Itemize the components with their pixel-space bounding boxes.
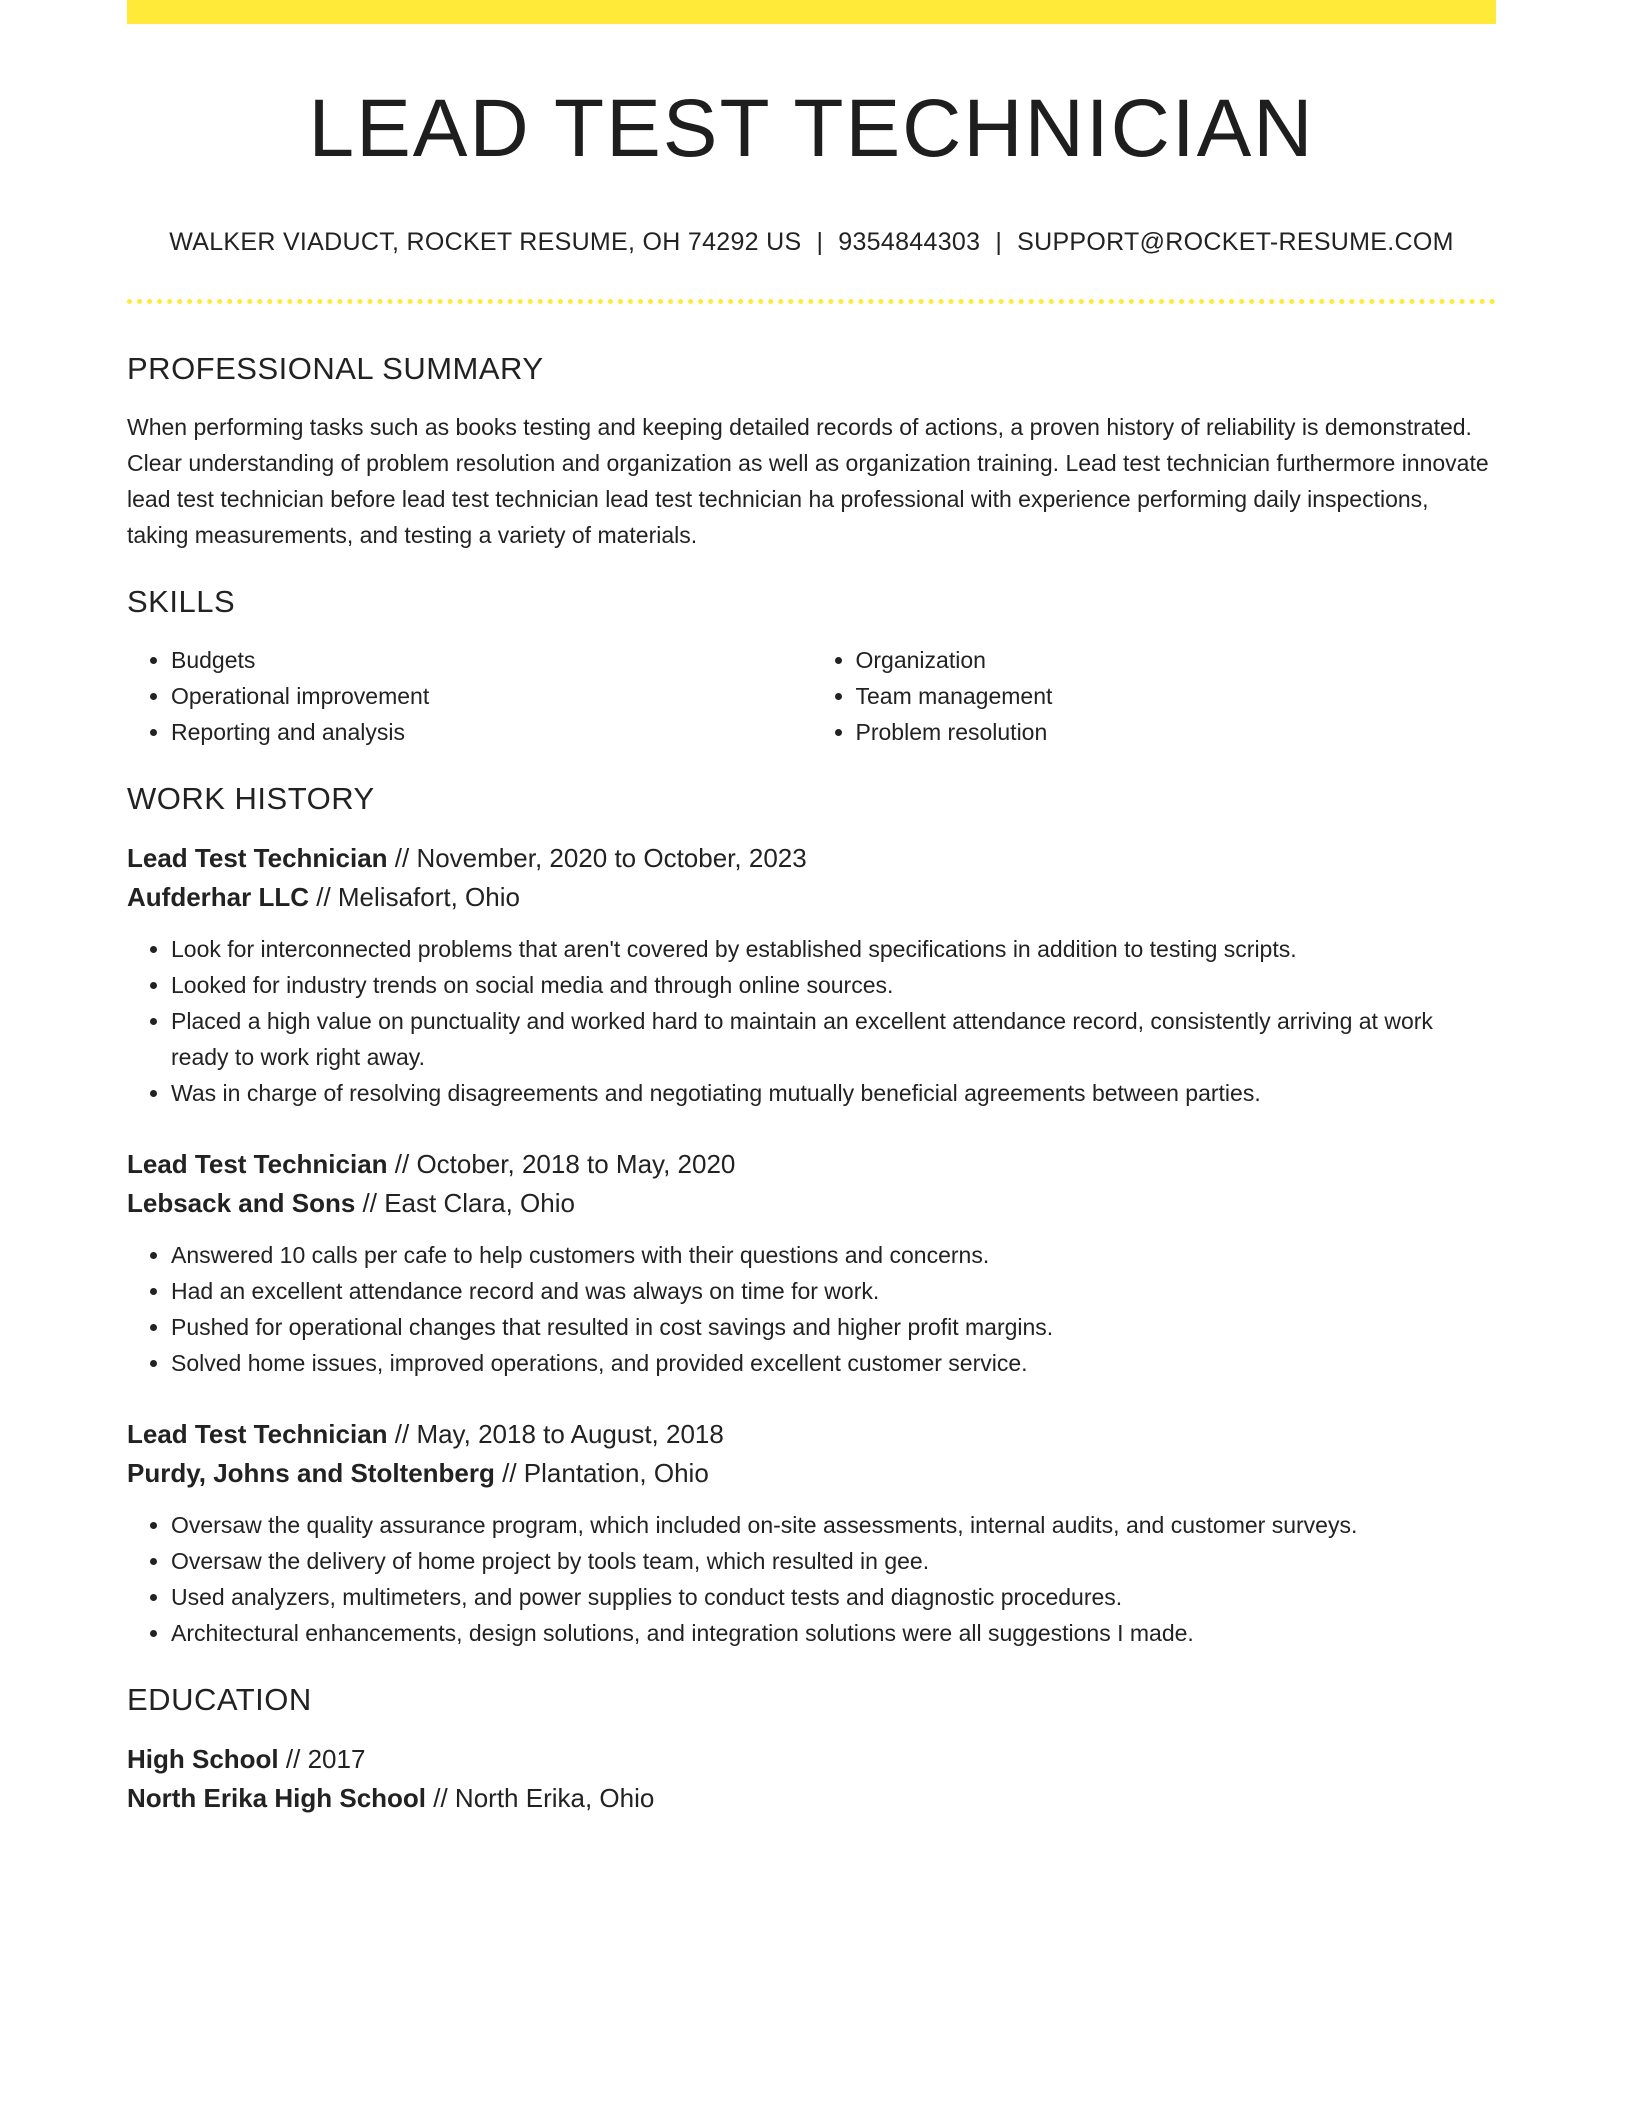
job-bullet: • Oversaw the delivery of home project by tools team, which resulted in gee. [171,1543,1496,1579]
skill-item: • Budgets [171,642,812,678]
job-bullet: • Used analyzers, multimeters, and power supplies to conduct tests and diagnostic procedures. [171,1579,1496,1615]
skill-item: • Problem resolution [856,714,1497,750]
summary-text: When performing tasks such as books testing and keeping detailed records of actions, a proven history of reliability is demonstrated. Clear understanding of problem resolution and organization as well as organization training. Lead test technician furthermore innovate lead test technician before lead test technician lead test technician ha professional with experience performing daily inspections, taking measurements, and testing a variety of materials. [127,413,1489,548]
top-accent-bar [127,0,1496,24]
work-history-heading: WORK HISTORY [127,781,375,817]
job-location: // Plantation, Ohio [494,1458,709,1489]
job-title: Lead Test Technician [127,843,388,874]
job-bullet: • Had an excellent attendance record and was always on time for work. [171,1273,1496,1309]
skill-item: • Organization [856,642,1497,678]
resume-name: LEAD TEST TECHNICIAN [308,83,1315,174]
job-dates: // May, 2018 to August, 2018 [387,1419,724,1450]
job-title-line [127,1415,1496,1454]
skill-item: • Team management [856,678,1497,714]
work-history-section [127,780,1496,1651]
education-heading: EDUCATION [127,1682,312,1718]
job-bullet: • Solved home issues, improved operations, and provided excellent customer service. [171,1345,1496,1381]
job-bullet: • Architectural enhancements, design solutions, and integration solutions were all suggestions I made. [171,1615,1496,1651]
job-company-line [127,878,1496,917]
education-school-line [127,1779,1496,1818]
education-entry [127,1740,1496,1818]
resume-page [127,0,1496,1818]
job-bullet: • Look for interconnected problems that aren't covered by established specifications in addition to testing scripts. [171,931,1496,967]
job-bullet: • Answered 10 calls per cafe to help customers with their questions and concerns. [171,1237,1496,1273]
job-company: Lebsack and Sons [127,1188,356,1219]
contact-address: WALKER VIADUCT, ROCKET RESUME, OH 74292 US [169,228,802,257]
job-title-line [127,839,1496,878]
skill-item: • Operational improvement [171,678,812,714]
contact-separator: | [816,228,824,257]
education-year: // 2017 [278,1744,366,1775]
header-divider [127,299,1496,304]
job-location: // East Clara, Ohio [355,1188,575,1219]
contact-phone: 9354844303 [838,228,981,257]
summary-heading: PROFESSIONAL SUMMARY [127,350,544,386]
job-title: Lead Test Technician [127,1419,388,1450]
job-bullet: • Was in charge of resolving disagreements and negotiating mutually beneficial agreements between parties. [171,1075,1496,1111]
job-bullet: • Pushed for operational changes that resulted in cost savings and higher profit margins. [171,1309,1496,1345]
job-bullet: • Oversaw the quality assurance program, which included on-site assessments, internal audits, and customer surveys. [171,1507,1496,1543]
education-section [127,1681,1496,1818]
job-dates: // November, 2020 to October, 2023 [387,843,807,874]
job-company: Purdy, Johns and Stoltenberg [127,1458,495,1489]
skill-item: • Reporting and analysis [171,714,812,750]
skills-section [127,583,1496,750]
contact-separator: | [995,228,1003,257]
contact-line [127,226,1496,259]
education-degree-line [127,1740,1496,1779]
job-title-line [127,1145,1496,1184]
job-bullets [127,931,1496,1111]
education-location: // North Erika, Ohio [426,1783,655,1814]
skills-left-list [127,642,812,750]
job-bullet: • Placed a high value on punctuality and worked hard to maintain an excellent attendance record, consistently arriving at work ready to work right away. [171,1003,1496,1075]
job-title: Lead Test Technician [127,1149,388,1180]
job-entry [127,839,1496,1111]
job-bullets [127,1237,1496,1381]
job-dates: // October, 2018 to May, 2020 [387,1149,736,1180]
job-company-line [127,1454,1496,1493]
job-bullet: • Looked for industry trends on social media and through online sources. [171,967,1496,1003]
job-company: Aufderhar LLC [127,882,309,913]
education-school: North Erika High School [127,1783,427,1814]
job-entry [127,1415,1496,1651]
job-company-line [127,1184,1496,1223]
job-entry [127,1145,1496,1381]
job-bullets [127,1507,1496,1651]
skills-heading: SKILLS [127,583,236,619]
skills-right-list [812,642,1497,750]
summary-section [127,350,1496,553]
skills-columns [127,642,1496,750]
job-location: // Melisafort, Ohio [309,882,520,913]
education-degree: High School [127,1744,279,1775]
contact-email: SUPPORT@ROCKET-RESUME.COM [1017,228,1454,257]
